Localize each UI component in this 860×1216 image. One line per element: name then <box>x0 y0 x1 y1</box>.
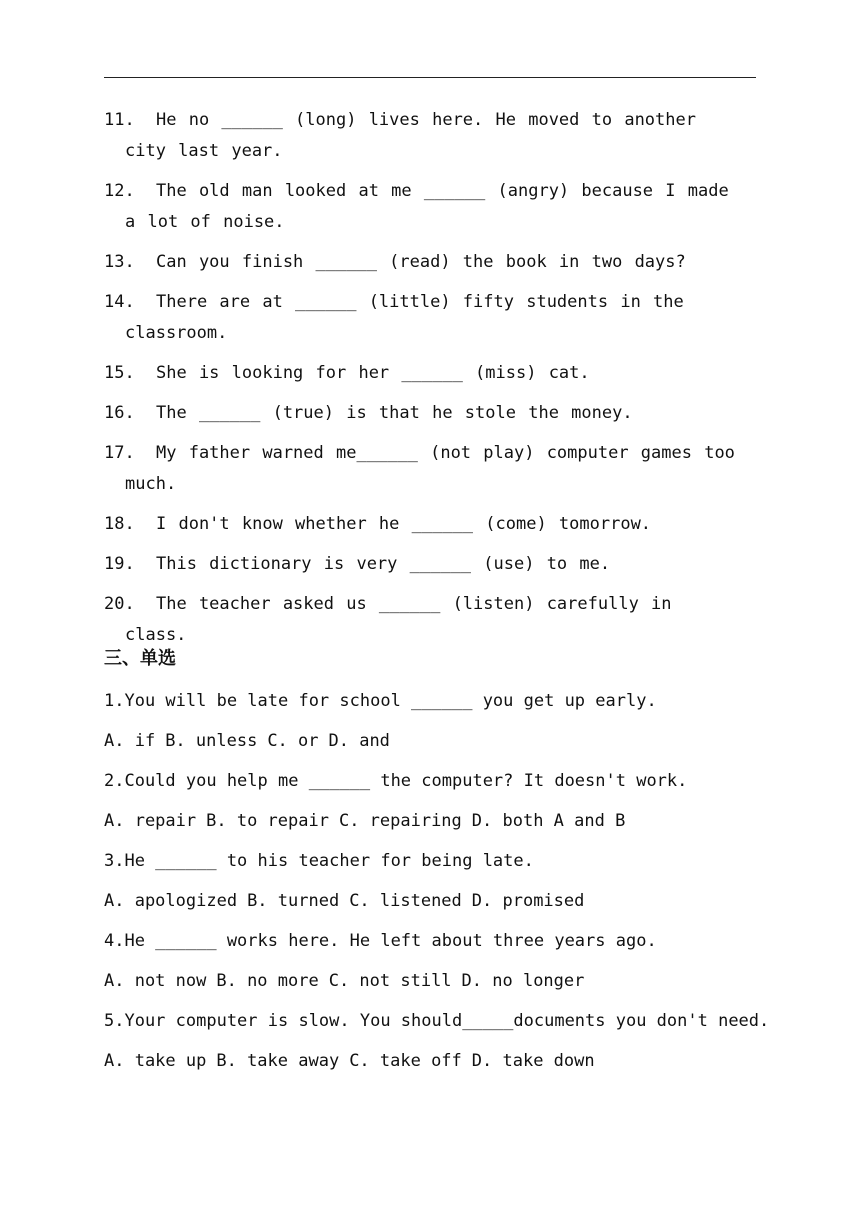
question-number: 13. <box>104 252 135 272</box>
option-c: C. or <box>267 731 319 751</box>
mc-question: 4.He ______ works here. He left about three years ago. <box>104 931 657 951</box>
fill-in-item <box>104 589 744 651</box>
option-d: D. and <box>328 731 390 751</box>
question-text: My father warned me______ (not play) computer games too much. <box>125 443 735 494</box>
question-text: There are at ______ (little) fifty students in the classroom. <box>125 292 684 343</box>
option-c: C. repairing <box>338 811 462 831</box>
option-c: C. not still <box>328 971 452 991</box>
option-d: D. no longer <box>461 971 585 991</box>
question-number: 11. <box>104 110 135 130</box>
question-number: 19. <box>104 554 135 574</box>
option-a: A. repair <box>104 811 197 831</box>
mc-question: 3.He ______ to his teacher for being late. <box>104 851 534 871</box>
option-b: B. to repair <box>206 811 329 831</box>
option-a: A. take up <box>104 1051 207 1071</box>
mc-options <box>104 967 774 995</box>
option-d: D. both A and B <box>471 811 626 831</box>
option-b: B. unless <box>165 731 258 751</box>
option-a: A. not now <box>104 971 207 991</box>
option-d: D. take down <box>471 1051 595 1071</box>
mc-question: 1.You will be late for school ______ you get up early. <box>104 691 657 711</box>
question-number: 14. <box>104 292 135 312</box>
question-number: 12. <box>104 181 135 201</box>
question-number: 15. <box>104 363 135 383</box>
fill-in-item <box>104 509 744 540</box>
option-d: D. promised <box>471 891 585 911</box>
question-text: The old man looked at me ______ (angry) because I made a lot of noise. <box>125 181 729 232</box>
question-text: He no ______ (long) lives here. He moved to another city last year. <box>125 110 696 161</box>
option-c: C. listened <box>349 891 462 911</box>
fill-in-item <box>104 105 744 167</box>
mc-options <box>104 727 774 755</box>
mc-options <box>104 887 774 915</box>
question-number: 16. <box>104 403 135 423</box>
section-title: 三、单选 <box>104 648 176 669</box>
fill-in-list <box>104 105 744 660</box>
question-number: 18. <box>104 514 135 534</box>
mc-options <box>104 807 774 835</box>
question-number: 17. <box>104 443 135 463</box>
mc-question: 2.Could you help me ______ the computer? It doesn't work. <box>104 771 688 791</box>
option-a: A. apologized <box>104 891 238 911</box>
option-a: A. if <box>104 731 156 751</box>
question-text: Can you finish ______ (read) the book in two days? <box>156 252 686 272</box>
mc-question: 5.Your computer is slow. You should_____documents you don't need. <box>104 1011 770 1031</box>
question-number: 20. <box>104 594 135 614</box>
fill-in-item <box>104 549 744 580</box>
fill-in-item <box>104 176 744 238</box>
fill-in-item <box>104 398 744 429</box>
option-b: B. turned <box>247 891 340 911</box>
fill-in-item <box>104 247 744 278</box>
question-text: This dictionary is very ______ (use) to me. <box>156 554 611 574</box>
fill-in-item <box>104 438 744 500</box>
question-text: She is looking for her ______ (miss) cat. <box>156 363 590 383</box>
mc-options <box>104 1047 774 1075</box>
fill-in-item <box>104 287 744 349</box>
header-rule <box>104 77 756 78</box>
option-b: B. take away <box>216 1051 340 1071</box>
option-b: B. no more <box>216 971 319 991</box>
question-text: The ______ (true) is that he stole the money. <box>156 403 633 423</box>
fill-in-item <box>104 358 744 389</box>
question-text: The teacher asked us ______ (listen) carefully in class. <box>125 594 672 645</box>
multiple-choice-list <box>104 687 774 1087</box>
option-c: C. take off <box>349 1051 462 1071</box>
question-text: I don't know whether he ______ (come) tomorrow. <box>156 514 652 534</box>
